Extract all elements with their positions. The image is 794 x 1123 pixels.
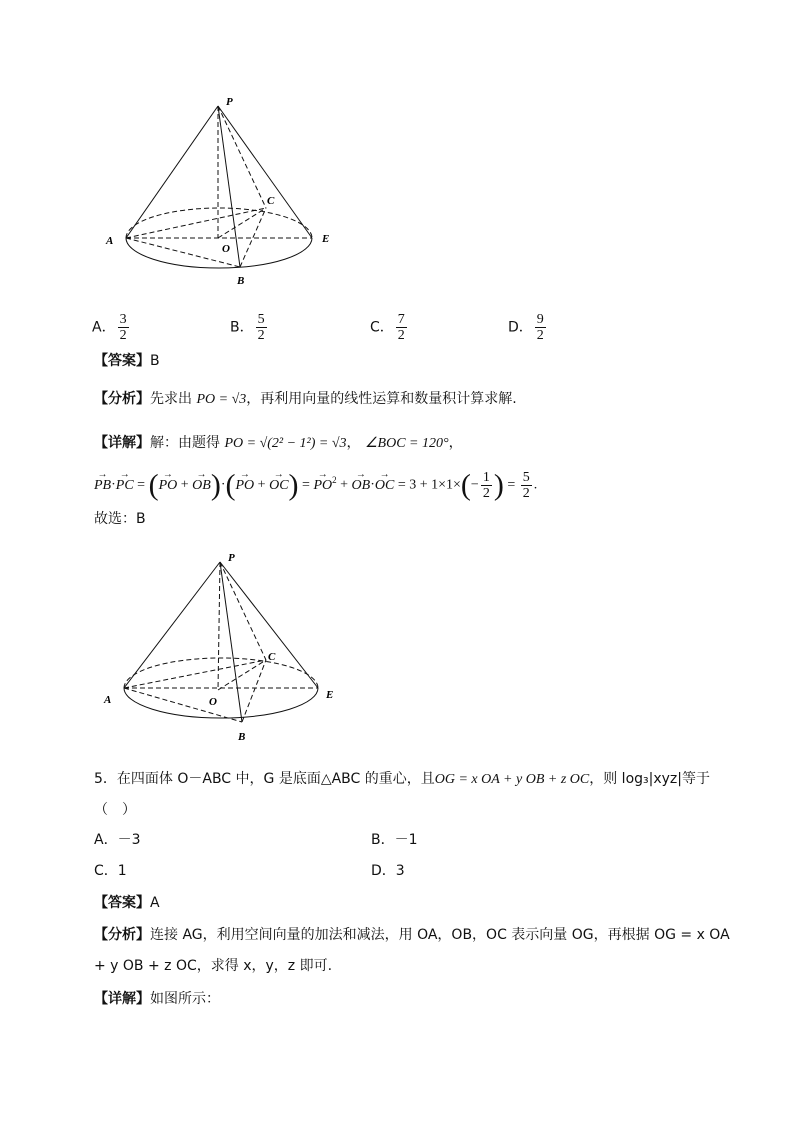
dot-product-equation: → PB·→ PC = (→ PO + → OB)·(→ PO + → OC) = → $PO^2$ + → OB·→ OC = 3 + 1×1×(− $\frac{1}{2}$ ) = $\frac{5}{2}$ .: [94, 470, 537, 501]
option-c[interactable]: C． $\frac{7}{2}$: [370, 312, 405, 343]
analysis-line: 【分析】先求出 PO = √3，再利用向量的线性运算和数量积计算求解.: [94, 391, 517, 407]
q5-paren: （ ）: [94, 802, 136, 818]
label-e: E: [322, 233, 330, 245]
q5-stem-equation: OG = x OA + y OB + z OC: [434, 772, 590, 787]
q5-option-c[interactable]: C．1: [94, 863, 127, 879]
detail-tag: 【详解】: [94, 435, 150, 451]
label-c: C: [267, 195, 275, 207]
analysis-tag: 【分析】: [94, 391, 150, 407]
q5-analysis-line2: + y OB + z OC，求得 x，y，z 即可.: [94, 958, 333, 974]
fraction: $\frac{5}{2}$: [257, 312, 265, 343]
label-b: B: [237, 275, 245, 287]
analysis-tag: 【分析】: [94, 927, 150, 943]
fraction: $\frac{7}{2}$: [397, 312, 405, 343]
label-p: P: [226, 96, 233, 108]
label-o: O: [209, 696, 217, 708]
result-numerator: 5: [522, 470, 530, 485]
q5-stem: 5．在四面体 O－ABC 中，G 是底面△ABC 的重心，且OG = x OA + y OB + z OC，则 log₃|xyz|等于: [94, 771, 710, 787]
conclusion: 故选：B: [94, 511, 146, 527]
answer-value: B: [150, 353, 160, 369]
fraction: $\frac{9}{2}$: [536, 312, 544, 343]
label-c: C: [268, 651, 276, 663]
detail-tag: 【详解】: [94, 991, 150, 1007]
q5-option-b[interactable]: B．－1: [371, 832, 418, 848]
option-d[interactable]: D． $\frac{9}{2}$: [508, 312, 544, 343]
detail-line: 【详解】解：由题得 PO = √(2² − 1²) = √3， ∠BOC = 120°，: [94, 435, 463, 451]
option-a[interactable]: A． $\frac{3}{2}$: [92, 312, 127, 343]
label-a: A: [106, 235, 114, 247]
cone-figure-2: [100, 548, 340, 748]
q5-detail-line: 【详解】如图所示：: [94, 991, 220, 1007]
detail-angle: ∠BOC = 120°: [365, 436, 449, 451]
detail-equation: PO = √(2² − 1²) = √3: [224, 436, 347, 451]
q5-analysis-line1: 【分析】连接 AG，利用空间向量的加法和减法，用 OA，OB，OC 表示向量 OG，再根据 OG = x OA: [94, 927, 730, 943]
fraction: $\frac{3}{2}$: [119, 312, 127, 343]
analysis-equation: PO = √3: [196, 392, 247, 407]
label-a: A: [104, 694, 112, 706]
option-b[interactable]: B． $\frac{5}{2}$: [230, 312, 265, 343]
label-e: E: [326, 689, 334, 701]
cone-figure-1: [100, 92, 340, 292]
answer-tag: 【答案】: [94, 895, 150, 911]
answer-value: A: [150, 895, 160, 911]
q5-option-a[interactable]: A．－3: [94, 832, 141, 848]
label-b: B: [238, 731, 246, 743]
q5-answer-line: [94, 893, 160, 913]
answer-tag: 【答案】: [94, 353, 150, 369]
label-o: O: [222, 243, 230, 255]
label-p: P: [228, 552, 235, 564]
q5-option-d[interactable]: D．3: [371, 863, 405, 879]
answer-line: [94, 351, 160, 371]
